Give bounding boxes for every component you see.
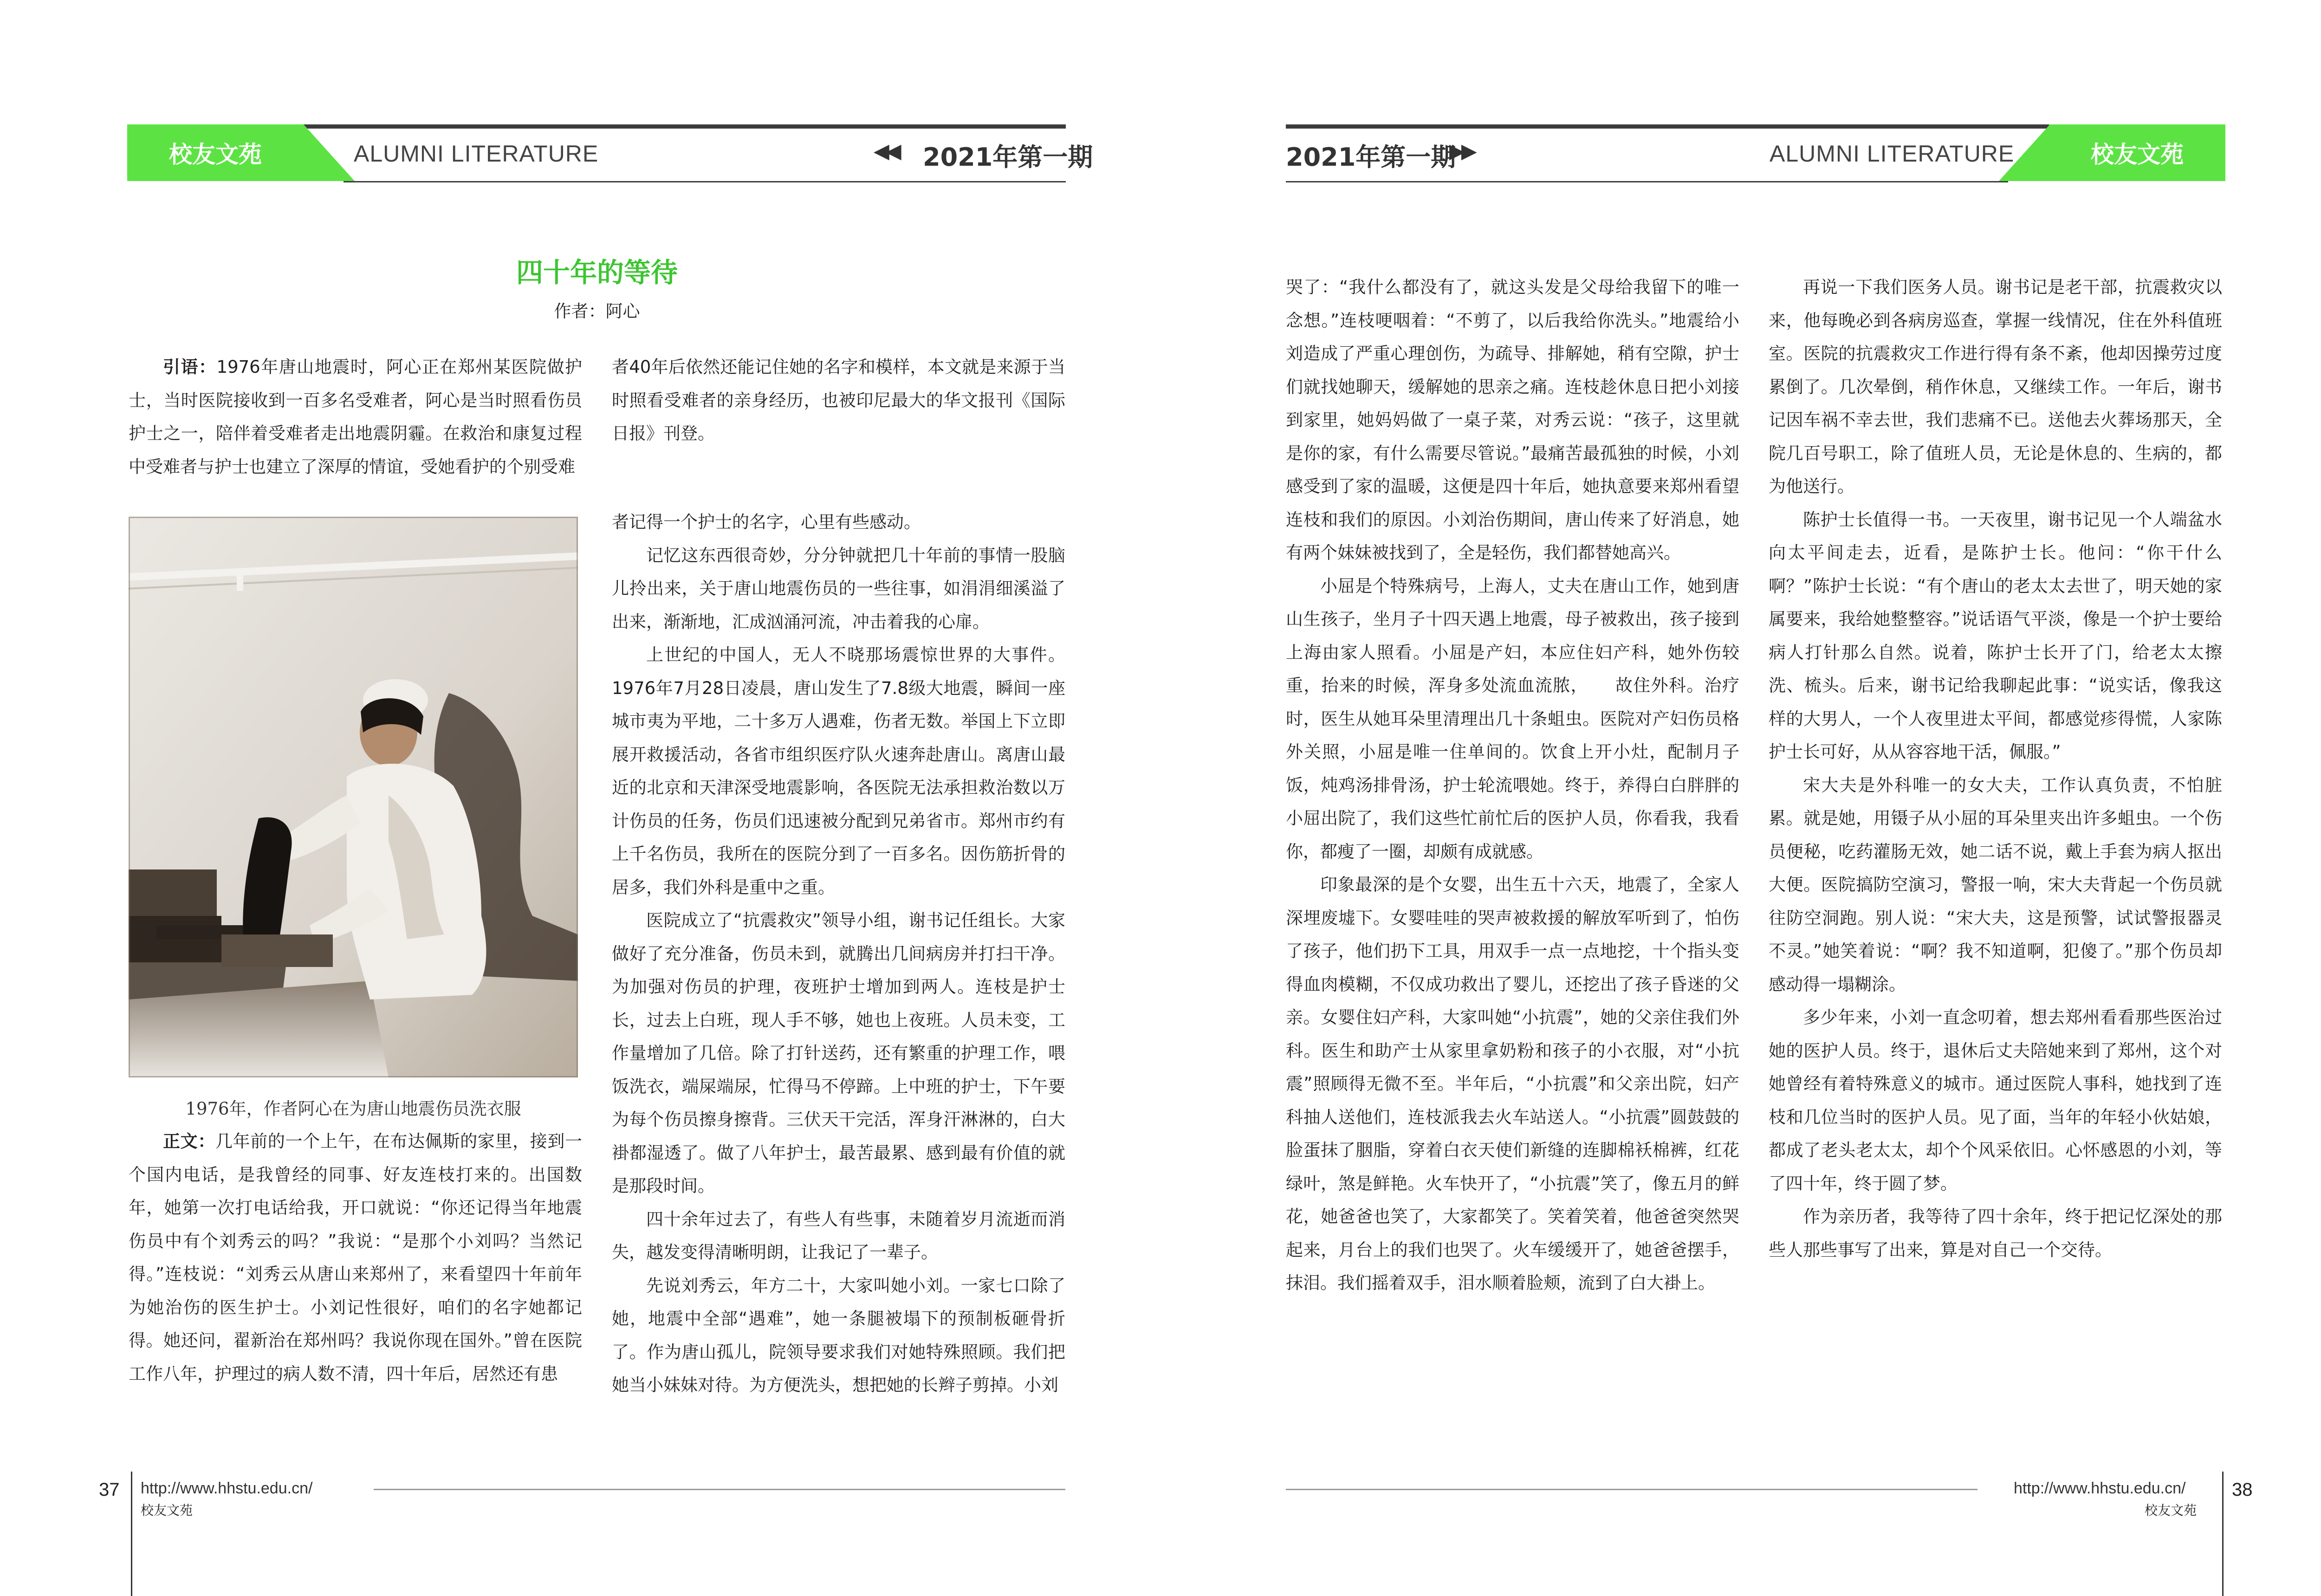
body-column-4	[1769, 271, 2222, 1266]
left-header-top-rule	[292, 124, 1066, 129]
body-col2-p4: 医院成立了“抗震救灾”领导小组，谢书记任组长。大家做好了充分准备，伤员未到，就腾出几间病房并打扫干净。为加强对伤员的护理，夜班护士增加到两人。连枝是护士长，过去上白班，现人手不够，她也上夜班。人员未变，工作量增加了几倍。除了打针送药，还有繁重的护理工作，喂饭洗衣，端屎端尿，忙得马不停蹄。上中班的护士，下午要为每个伤员擦身擦背。三伏天干完活，浑身汗淋淋的，白大褂都湿透了。做了八年护士，最苦最累、感到最有价值的就是那段时间。	[612, 910, 1065, 1196]
right-page-number: 38	[2232, 1479, 2253, 1500]
left-section-tag: 校友文苑	[127, 124, 304, 181]
right-footer-url[interactable]: http://www.hhstu.edu.cn/	[2014, 1479, 2186, 1497]
left-tag-slant	[304, 124, 355, 181]
body-label: 正文：	[163, 1131, 215, 1151]
body-col2-p2: 记忆这东西很奇妙，分分钟就把几十年前的事情一股脑儿拎出来，关于唐山地震伤员的一些往事，如涓涓细溪溢了出来，渐渐地，汇成汹涌河流，冲击着我的心扉。	[612, 545, 1065, 632]
left-page-number: 37	[99, 1479, 120, 1500]
left-english-title: ALUMNI LITERATURE	[354, 141, 599, 167]
double-left-triangle-icon: ◀◀	[874, 139, 898, 163]
left-footer-vertical-rule	[131, 1472, 132, 1596]
left-issue: 2021年第一期	[923, 143, 1093, 172]
body-col2-p3: 上世纪的中国人，无人不晓那场震惊世界的大事件。1976年7月28日凌晨，唐山发生了7.8级大地震，瞬间一座城市夷为平地，二十多万人遇难，伤者无数。举国上下立即展开救援活动，各省市组织医疗队火速奔赴唐山。离唐山最近的北京和天津深受地震影响，各医院无法承担救治数以万计伤员的任务，伤员们迅速被分配到兄弟省市。郑州市约有上千名伤员，我所在的医院分到了一百多名。因伤筋折骨的居多，我们外科是重中之重。	[612, 645, 1065, 897]
body-col2-p6: 先说刘秀云，年方二十，大家叫她小刘。一家七口除了她，地震中全部“遇难”，她一条腿被塌下的预制板砸骨折了。作为唐山孤儿，院领导要求我们对她特殊照顾。我们把她当小妹妹对待。为方便洗头，想把她的长辫子剪掉。小刘	[612, 1275, 1065, 1395]
intro-label: 引语：	[163, 357, 217, 377]
right-header-bottom-rule	[1286, 181, 2008, 182]
double-right-triangle-icon: ▶▶	[1449, 139, 1473, 163]
body-col2-p1: 者记得一个护士的名字，心里有些感动。	[612, 512, 921, 532]
body-col3-p1: 哭了：“我什么都没有了，就这头发是父母给我留下的唯一念想。”连枝哽咽着：“不剪了，以后我给你洗头。”地震给小刘造成了严重心理创伤，为疏导、排解她，稍有空隙，护士们就找她聊天，缓解她的思亲之痛。连枝趁休息日把小刘接到家里，她妈妈做了一桌子菜，对秀云说：“孩子，这里就是你的家，有什么需要尽管说。”最痛苦最孤独的时候，小刘感受到了家的温暖，这便是四十年后，她执意要来郑州看望连枝和我们的原因。小刘治伤期间，唐山传来了好消息，她有两个妹妹被找到了，全是轻伤，我们都替她高兴。	[1286, 277, 1739, 563]
body-col3-p2: 小屈是个特殊病号，上海人，丈夫在唐山工作，她到唐山生孩子，坐月子十四天遇上地震，母子被救出，孩子接到上海由家人照看。小屈是产妇，本应住妇产科，她外伤较重，抬来的时候，浑身多处流血流脓， 故住外科。治疗时，医生从她耳朵里清理出几十条蛆虫。医院对产妇伤员格外关照，小屈是唯一住单间的。饮食上开小灶，配制月子饭，炖鸡汤排骨汤，护士轮流喂她。终于，养得白白胖胖的小屈出院了，我们这些忙前忙后的医护人员，你看我，我看你，都瘦了一圈，却颇有成就感。	[1286, 576, 1739, 862]
right-footer-rule	[1286, 1489, 1977, 1490]
body-col4-p2: 陈护士长值得一书。一天夜里，谢书记见一个人端盆水向太平间走去，近看，是陈护士长。他问：“你干什么啊？”陈护士长说：“有个唐山的老太太去世了，明天她的家属要来，我给她整整容。”说话语气平淡，像是一个护士要给病人打针那么自然。说着，陈护士长开了门，给老太太擦洗、梳头。后来，谢书记给我聊起此事：“说实话，像我这样的大男人，一个人夜里进太平间，都感觉疹得慌，人家陈护士长可好，从从容容地干活，佩服。”	[1769, 509, 2222, 762]
right-section-tag: 校友文苑	[2049, 124, 2225, 181]
right-footer-vertical-rule	[2222, 1472, 2224, 1596]
body-col1-p1: 几年前的一个上午，在布达佩斯的家里，接到一个国内电话，是我曾经的同事、好友连枝打来的。出国数年，她第一次打电话给我，开口就说：“你还记得当年地震伤员中有个刘秀云的吗？”我说：“是那个小刘吗？当然记得。”连枝说：“刘秀云从唐山来郑州了，来看望四十年前年为她治伤的医生护士。小刘记性很好，咱们的名字她都记得。她还问，翟新治在郑州吗？我说你现在国外。”曾在医院工作八年，护理过的病人数不清，四十年后，居然还有患	[129, 1131, 583, 1384]
photo-caption: 1976年，作者阿心在为唐山地震伤员洗衣服	[185, 1099, 521, 1119]
body-col4-p5: 作为亲历者，我等待了四十余年，终于把记忆深处的那些人那些事写了出来，算是对自己一个交待。	[1769, 1207, 2222, 1260]
body-column-3	[1286, 271, 1739, 1300]
nurse-washing-photo	[129, 517, 578, 1077]
body-col3-p3: 印象最深的是个女婴，出生五十六天，地震了，全家人深埋废墟下。女婴哇哇的哭声被救援的解放军听到了，怕伤了孩子，他们扔下工具，用双手一点一点地挖，十个指头变得血肉模糊，不仅成功救出了婴儿，还挖出了孩子昏迷的父亲。女婴住妇产科，大家叫她“小抗震”，她的父亲住我们外科。医生和助产士从家里拿奶粉和孩子的小衣服，对“小抗震”照顾得无微不至。半年后，“小抗震”和父亲出院，妇产科抽人送他们，连枝派我去火车站送人。“小抗震”圆鼓鼓的脸蛋抹了胭脂，穿着白衣天使们新缝的连脚棉袄棉裤，红花绿叶，煞是鲜艳。火车快开了，“小抗震”笑了，像五月的鲜花，她爸爸也笑了，大家都笑了。笑着笑着，他爸爸突然哭起来，月台上的我们也哭了。火车缓缓开了，她爸爸摆手，抹泪。我们摇着双手，泪水顺着脸颊，流到了白大褂上。	[1286, 875, 1739, 1293]
body-col4-p4: 多少年来，小刘一直念叨着，想去郑州看看那些医治过她的医护人员。终于，退休后丈夫陪她来到了郑州，这个对她曾经有着特殊意义的城市。通过医院人事科，她找到了连枝和几位当时的医护人员。见了面，当年的年轻小伙姑娘，都成了老头老太太，却个个风采依旧。心怀感恩的小刘，等了四十年，终于圆了梦。	[1769, 1007, 2222, 1194]
body-col4-p3: 宋大夫是外科唯一的女大夫，工作认真负责，不怕脏累。就是她，用镊子从小屈的耳朵里夹出许多蛆虫。一个伤员便秘，吃药灌肠无效，她二话不说，戴上手套为病人抠出大便。医院搞防空演习，警报一响，宋大夫背起一个伤员就往防空洞跑。别人说：“宋大夫，这是预警，试试警报器灵不灵。”她笑着说：“啊？我不知道啊，犯傻了。”那个伤员却感动得一塌糊涂。	[1769, 775, 2222, 994]
intro-text-cont: 者40年后依然还能记住她的名字和模样，本文就是来源于当时照看受难者的亲身经历，也被印尼最大的华文报刊《国际日报》刊登。	[612, 357, 1065, 443]
body-column-2	[612, 506, 1065, 1402]
body-col4-p1: 再说一下我们医务人员。谢书记是老干部，抗震救灾以来，他每晚必到各病房巡查，掌握一线情况，住在外科值班室。医院的抗震救灾工作进行得有条不紊，他却因操劳过度累倒了。几次晕倒，稍作休息，又继续工作。一年后，谢书记因车祸不幸去世，我们悲痛不已。送他去火葬场那天，全院几百号职工，除了值班人员，无论是休息的、生病的，都为他送行。	[1769, 277, 2222, 496]
right-english-title: ALUMNI LITERATURE	[1770, 141, 2015, 167]
article-author: 作者：阿心	[554, 301, 640, 321]
body-col2-p5: 四十余年过去了，有些人有些事，未随着岁月流逝而消失，越发变得清晰明朗，让我记了一辈子。	[612, 1209, 1065, 1262]
left-footer-rule	[374, 1489, 1065, 1490]
photo-illustration	[129, 517, 578, 1077]
article-title: 四十年的等待	[516, 257, 678, 288]
left-header-bottom-rule	[344, 181, 1066, 182]
right-footer-section: 校友文苑	[2145, 1503, 2197, 1518]
intro-continuation	[612, 350, 1065, 450]
intro-block	[129, 350, 582, 483]
left-footer-url[interactable]: http://www.hhstu.edu.cn/	[141, 1479, 313, 1497]
intro-text: 1976年唐山地震时，阿心正在郑州某医院做护士，当时医院接收到一百多名受难者，阿心是当时照看伤员护士之一，陪伴着受难者走出地震阴霾。在救治和康复过程中受难者与护士也建立了深厚的情谊，受她看护的个别受难	[129, 357, 582, 477]
right-tag-slant	[1999, 124, 2050, 181]
left-footer-section: 校友文苑	[141, 1503, 193, 1518]
body-column-1	[129, 1125, 582, 1390]
right-issue: 2021年第一期	[1286, 143, 1456, 172]
right-header-top-rule	[1286, 124, 2060, 129]
